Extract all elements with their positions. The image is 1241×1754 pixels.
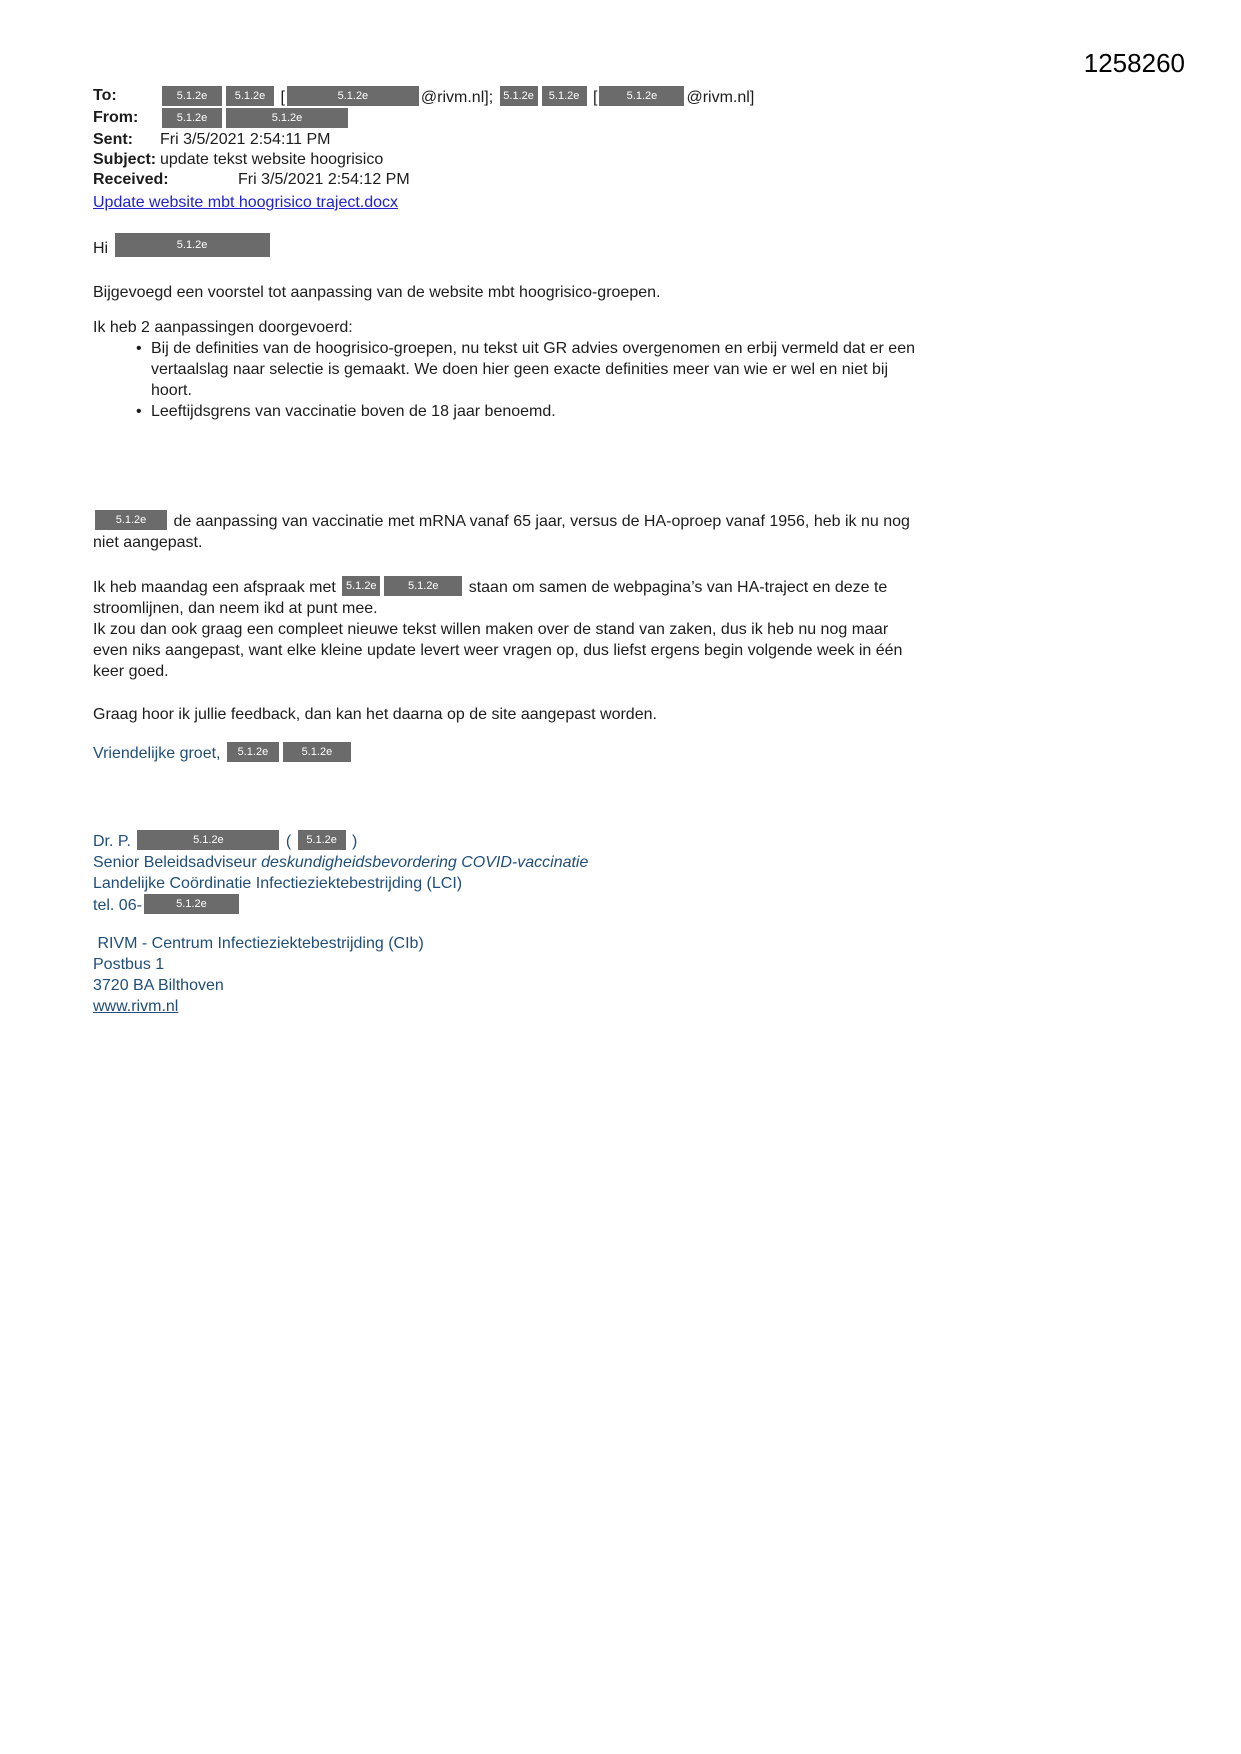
document-number: 1258260 bbox=[1083, 48, 1185, 78]
received-label: Received: bbox=[93, 171, 169, 188]
redaction-box: 5.1.2e bbox=[283, 742, 351, 762]
header-row-to bbox=[93, 86, 1043, 108]
sent-label: Sent: bbox=[93, 131, 133, 148]
from-label: From: bbox=[93, 109, 139, 126]
signature-role-line bbox=[93, 852, 1043, 873]
p3-line2 bbox=[93, 532, 1043, 553]
subject-value bbox=[160, 150, 383, 170]
redaction-box: 5.1.2e bbox=[95, 510, 167, 530]
text-run: Vriendelijke groet, bbox=[93, 745, 225, 762]
redaction-box: 5.1.2e bbox=[298, 830, 346, 850]
paragraph-feedback bbox=[93, 704, 1043, 725]
signature-name-line bbox=[93, 830, 1043, 852]
redaction-box: 5.1.2e bbox=[144, 894, 239, 914]
text-run: deskundigheidsbevordering COVID-vaccinatie bbox=[261, 854, 589, 871]
text-run: vertaalslag naar selectie is gemaakt. We doen hier geen exacte definities meer van wie er wel en niet bij bbox=[151, 361, 888, 378]
bullet-item-age-limit bbox=[93, 401, 1043, 422]
header-row-subject bbox=[93, 150, 1043, 170]
redaction-box: 5.1.2e bbox=[384, 576, 462, 596]
text-run: Ik heb maandag een afspraak met bbox=[93, 579, 341, 596]
text-run: niet aangepast. bbox=[93, 534, 203, 551]
bullet-icon: • bbox=[136, 403, 142, 420]
header-row-sent bbox=[93, 130, 1043, 150]
text-run: tel. 06- bbox=[93, 897, 142, 914]
postbus-line bbox=[93, 954, 1043, 975]
text-run: Ik zou dan ook graag een compleet nieuwe tekst willen maken over de stand van zaken, dus ik heb nu nog maar bbox=[93, 621, 889, 638]
received-value bbox=[160, 170, 410, 190]
redaction-box: 5.1.2e bbox=[287, 86, 419, 106]
bullet-item-definitions bbox=[93, 338, 1043, 401]
text-run: @rivm.nl]; bbox=[420, 89, 498, 106]
paragraph-changes bbox=[93, 317, 1043, 422]
text-run: update tekst website hoogrisico bbox=[160, 151, 384, 168]
text-run: keer goed. bbox=[93, 663, 169, 680]
email-header bbox=[93, 86, 1043, 213]
text-run: Leeftijdsgrens van vaccinatie boven de 18 jaar benoemd. bbox=[151, 403, 556, 420]
to-label: To: bbox=[93, 87, 117, 104]
text-run: ( bbox=[281, 833, 296, 850]
attachment-link[interactable]: Update website mbt hoogrisico traject.docx bbox=[93, 194, 399, 211]
text-run: hoort. bbox=[151, 382, 192, 399]
redaction-box: 5.1.2e bbox=[342, 576, 380, 596]
redaction-box: 5.1.2e bbox=[599, 86, 684, 106]
text-run: Bijgevoegd een voorstel tot aanpassing van de website mbt hoogrisico-groepen. bbox=[93, 284, 661, 301]
greeting-line bbox=[93, 233, 1043, 262]
header-row-from bbox=[93, 108, 1043, 130]
text-run: RIVM - Centrum Infectieziektebestrijding (CIb) bbox=[93, 935, 424, 952]
text-run: Senior Beleidsadviseur bbox=[93, 854, 262, 871]
p4-line4 bbox=[93, 640, 1043, 661]
rivm-line bbox=[93, 933, 1043, 954]
sent-value bbox=[160, 130, 330, 150]
bullet2-line1 bbox=[151, 401, 1043, 422]
text-run: stroomlijnen, dan neem ikd at punt mee. bbox=[93, 600, 378, 617]
header-row-received bbox=[93, 170, 1043, 190]
bullet1-line3 bbox=[151, 380, 1043, 401]
redaction-box: 5.1.2e bbox=[137, 830, 279, 850]
text-run: Bij de definities van de hoogrisico-groepen, nu tekst uit GR advies overgenomen en erbij vermeld dat er een bbox=[151, 340, 915, 357]
p4-line5 bbox=[93, 661, 1043, 682]
redaction-box: 5.1.2e bbox=[162, 86, 222, 106]
redaction-box: 5.1.2e bbox=[226, 108, 348, 128]
rivm-website-link[interactable]: www.rivm.nl bbox=[93, 998, 179, 1015]
p3-line1 bbox=[93, 510, 1043, 532]
text-run: [ bbox=[588, 89, 598, 106]
paragraph-intro bbox=[93, 282, 1043, 303]
text-run: Hi bbox=[93, 240, 113, 257]
attachment-row bbox=[93, 190, 1043, 213]
text-run: Landelijke Coördinatie Infectieziektebestrijding (LCI) bbox=[93, 875, 463, 892]
text-run: even niks aangepast, want elke kleine update levert weer vragen op, dus liefst ergens begin volgende week in één bbox=[93, 642, 903, 659]
p4-line3 bbox=[93, 619, 1043, 640]
text-run: staan om samen de webpagina’s van HA-traject en deze te bbox=[464, 579, 888, 596]
subject-label: Subject: bbox=[93, 151, 157, 168]
signature-phone-line bbox=[93, 894, 1043, 916]
text-run: Postbus 1 bbox=[93, 956, 165, 973]
email-content bbox=[93, 86, 1043, 1017]
closing-line bbox=[93, 742, 1043, 764]
changes-intro-line bbox=[93, 317, 1043, 338]
text-run: Graag hoor ik jullie feedback, dan kan het daarna op de site aangepast worden. bbox=[93, 706, 657, 723]
to-value bbox=[160, 86, 754, 108]
redaction-box: 5.1.2e bbox=[542, 86, 587, 106]
bullet-icon: • bbox=[136, 340, 142, 357]
text-run: Fri 3/5/2021 2:54:12 PM bbox=[238, 171, 410, 188]
paragraph-monday-meeting bbox=[93, 576, 1043, 682]
text-run: [ bbox=[276, 89, 285, 106]
city-line bbox=[93, 975, 1043, 996]
from-value bbox=[160, 108, 350, 130]
text-run: Ik heb 2 aanpassingen doorgevoerd: bbox=[93, 319, 353, 336]
text-run: 3720 BA Bilthoven bbox=[93, 977, 224, 994]
redaction-box: 5.1.2e bbox=[227, 742, 279, 762]
paragraph-not-adjusted bbox=[93, 510, 1043, 553]
p4-line1 bbox=[93, 576, 1043, 598]
bullet1-line1 bbox=[151, 338, 1043, 359]
address-block bbox=[93, 933, 1043, 1017]
text-run: Dr. P. bbox=[93, 833, 136, 850]
signature-org-line bbox=[93, 873, 1043, 894]
redaction-box: 5.1.2e bbox=[226, 86, 274, 106]
p4-line2 bbox=[93, 598, 1043, 619]
bullet1-line2 bbox=[151, 359, 1043, 380]
signature-block bbox=[93, 830, 1043, 916]
website-line bbox=[93, 996, 1043, 1017]
text-run: @rivm.nl] bbox=[686, 89, 755, 106]
text-run: Fri 3/5/2021 2:54:11 PM bbox=[160, 131, 331, 148]
redaction-box: 5.1.2e bbox=[162, 108, 222, 128]
redaction-box: 5.1.2e bbox=[500, 86, 538, 106]
text-run: de aanpassing van vaccinatie met mRNA vanaf 65 jaar, versus de HA-oproep vanaf 1956, heb ik nu nog bbox=[169, 513, 910, 530]
redaction-box: 5.1.2e bbox=[115, 233, 270, 257]
text-run: ) bbox=[347, 833, 358, 850]
